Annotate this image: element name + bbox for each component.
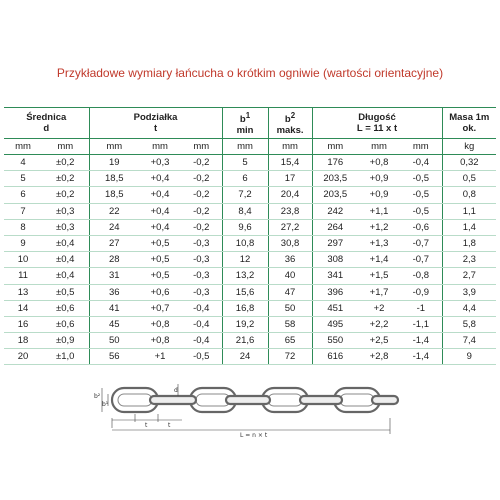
header-b2: $b^2$ maks. [268,108,312,139]
table-cell: 47 [268,284,312,300]
table-cell: 0,32 [442,155,496,171]
table-cell: -1,4 [400,349,442,365]
table-cell: 616 [312,349,358,365]
chain-link-side [372,396,398,404]
table-cell: 31 [89,268,139,284]
table-cell: -0,5 [400,203,442,219]
table-cell: 58 [268,316,312,332]
table-cell: +0,6 [139,284,181,300]
table-cell: 6 [4,187,42,203]
table-cell: 297 [312,235,358,251]
table-row [4,268,496,284]
table-cell: 56 [89,349,139,365]
table-cell: 5 [4,171,42,187]
table-cell: 16,8 [222,300,268,316]
table-cell: +0,4 [139,187,181,203]
table-cell: +0,5 [139,268,181,284]
table-cell: 13 [4,284,42,300]
table-cell: ±0,2 [42,171,89,187]
diagram-label-length: L = n × t [240,432,268,438]
table-cell: ±0,3 [42,219,89,235]
table-cell: 242 [312,203,358,219]
table-cell: 13,2 [222,268,268,284]
table-cell: +0,7 [139,300,181,316]
table-cell: 19,2 [222,316,268,332]
table-cell: 308 [312,252,358,268]
unit-cell: mm [268,139,312,155]
unit-cell: mm [222,139,268,155]
table-cell: +0,4 [139,219,181,235]
table-cell: -0,3 [181,284,222,300]
table-row [4,235,496,251]
table-cell: 15,6 [222,284,268,300]
chain-dimensions-table [4,107,496,365]
table-cell: 2,3 [442,252,496,268]
table-cell: -0,7 [400,252,442,268]
table-cell: -0,3 [181,268,222,284]
unit-cell: mm [400,139,442,155]
table-title: Przykładowe wymiary łańcucha o krótkim ogniwie (wartości orientacyjne) [56,66,444,80]
table-row [4,171,496,187]
table-cell: 72 [268,349,312,365]
table-cell: +0,4 [139,203,181,219]
unit-cell: mm [139,139,181,155]
table-cell: ±0,2 [42,187,89,203]
table-cell: -0,2 [181,219,222,235]
chain-link-side [150,396,196,404]
table-cell: 1,4 [442,219,496,235]
table-cell: 9,6 [222,219,268,235]
table-cell: 22 [89,203,139,219]
table-cell: 8 [4,219,42,235]
table-cell: 15,4 [268,155,312,171]
table-row [4,187,496,203]
table-cell: +0,9 [358,187,400,203]
table-cell: 30,8 [268,235,312,251]
table-cell: +0,3 [139,155,181,171]
table-cell: ±0,9 [42,333,89,349]
header-dlugosc: Długość L = 11 x t [312,108,442,139]
table-cell: -0,3 [181,235,222,251]
table-cell: 341 [312,268,358,284]
table-cell: -1,4 [400,333,442,349]
table-cell: 176 [312,155,358,171]
table-cell: -1,1 [400,316,442,332]
table-cell: -0,2 [181,155,222,171]
table-cell: +0,8 [358,155,400,171]
unit-cell: mm [42,139,89,155]
diagram-label-t-2: t [168,422,171,429]
table-cell: +0,9 [358,171,400,187]
table-cell: 451 [312,300,358,316]
table-cell: -1 [400,300,442,316]
table-cell: ±0,6 [42,316,89,332]
table-row [4,333,496,349]
table-cell: 18,5 [89,187,139,203]
table-cell: 3,9 [442,284,496,300]
table-cell: -0,3 [181,252,222,268]
table-cell: 6 [222,171,268,187]
table-cell: -0,4 [181,300,222,316]
table-cell: 27,2 [268,219,312,235]
table-cell: -0,2 [181,187,222,203]
table-cell: -0,5 [181,349,222,365]
table-cell: ±0,6 [42,300,89,316]
diagram-label-b1: b¹ [102,401,109,408]
table-cell: 23,8 [268,203,312,219]
table-cell: +2,2 [358,316,400,332]
table-row [4,349,496,365]
table-cell: 7 [4,203,42,219]
table-cell: 20,4 [268,187,312,203]
table-cell: 495 [312,316,358,332]
unit-cell: mm [358,139,400,155]
table-cell: 203,5 [312,187,358,203]
unit-cell: mm [4,139,42,155]
chain-link-side [226,396,270,404]
unit-cell: kg [442,139,496,155]
table-cell: -0,4 [181,333,222,349]
table-cell: 2,7 [442,268,496,284]
table-cell: 24 [222,349,268,365]
table-cell: 18,5 [89,171,139,187]
table-cell: 396 [312,284,358,300]
table-cell: 17 [268,171,312,187]
table-row [4,284,496,300]
table-cell: +2 [358,300,400,316]
table-cell: +0,5 [139,235,181,251]
table-cell: ±0,2 [42,155,89,171]
table-cell: ±0,4 [42,268,89,284]
diagram-label-t-1: t [145,422,148,429]
table-cell: +1,1 [358,203,400,219]
table-cell: 9 [442,349,496,365]
table-cell: -0,9 [400,284,442,300]
table-row [4,316,496,332]
table-cell: -0,2 [181,203,222,219]
table-cell: ±0,4 [42,235,89,251]
table-cell: -0,5 [400,187,442,203]
table-cell: 8,4 [222,203,268,219]
table-cell: 0,8 [442,187,496,203]
diagram-label-d: d [174,387,178,394]
table-cell: 1,1 [442,203,496,219]
table-cell: 7,4 [442,333,496,349]
table-cell: +2,5 [358,333,400,349]
table-cell: -0,6 [400,219,442,235]
units-row [4,139,496,155]
table-cell: 4 [4,155,42,171]
table-cell: 9 [4,235,42,251]
table-cell: 18 [4,333,42,349]
table-cell: ±0,5 [42,284,89,300]
unit-cell: mm [181,139,222,155]
table-cell: -0,7 [400,235,442,251]
table-cell: 36 [89,284,139,300]
table-cell: 203,5 [312,171,358,187]
table-cell: +0,8 [139,316,181,332]
table-cell: +1,2 [358,219,400,235]
table-cell: 20 [4,349,42,365]
table-row [4,252,496,268]
table-cell: +2,8 [358,349,400,365]
table-cell: 7,2 [222,187,268,203]
table-cell: ±1,0 [42,349,89,365]
table-cell: +1,3 [358,235,400,251]
table-cell: ±0,4 [42,252,89,268]
table-cell: 12 [222,252,268,268]
table-cell: 36 [268,252,312,268]
table-cell: 4,4 [442,300,496,316]
table-cell: 550 [312,333,358,349]
table-row [4,203,496,219]
table-cell: 14 [4,300,42,316]
table-cell: 19 [89,155,139,171]
table-cell: 16 [4,316,42,332]
table-row [4,219,496,235]
table-cell: 65 [268,333,312,349]
table-cell: +1,7 [358,284,400,300]
table-cell: ±0,3 [42,203,89,219]
table-cell: 5 [222,155,268,171]
table-cell: -0,5 [400,171,442,187]
table-cell: 28 [89,252,139,268]
table-cell: 41 [89,300,139,316]
table-cell: 264 [312,219,358,235]
table-cell: 50 [89,333,139,349]
table-cell: -0,4 [181,316,222,332]
table-cell: +0,4 [139,171,181,187]
table-cell: -0,8 [400,268,442,284]
unit-cell: mm [312,139,358,155]
table-cell: +0,8 [139,333,181,349]
diagram-label-b2: b² [94,393,101,400]
table-cell: 21,6 [222,333,268,349]
table-row [4,155,496,171]
table-cell: +0,5 [139,252,181,268]
table-cell: +1 [139,349,181,365]
table-cell: 0,5 [442,171,496,187]
header-masa: Masa 1m ok. [442,108,496,139]
table-cell: +1,5 [358,268,400,284]
table-cell: 45 [89,316,139,332]
table-cell: 40 [268,268,312,284]
header-b1: $b^1$ min [222,108,268,139]
chain-link-side [300,396,342,404]
table-row [4,300,496,316]
table-cell: 11 [4,268,42,284]
header-podzialka: Podziałka t [89,108,222,139]
table-cell: +1,4 [358,252,400,268]
table-cell: -0,4 [400,155,442,171]
chain-diagram [90,378,410,438]
table-cell: 27 [89,235,139,251]
table-cell: 10,8 [222,235,268,251]
unit-cell: mm [89,139,139,155]
table-cell: 1,8 [442,235,496,251]
header-srednica: Średnica d [4,108,89,139]
table-cell: 24 [89,219,139,235]
header-row [4,108,496,139]
table-cell: 50 [268,300,312,316]
table-cell: 5,8 [442,316,496,332]
table-cell: 10 [4,252,42,268]
table-cell: -0,2 [181,171,222,187]
